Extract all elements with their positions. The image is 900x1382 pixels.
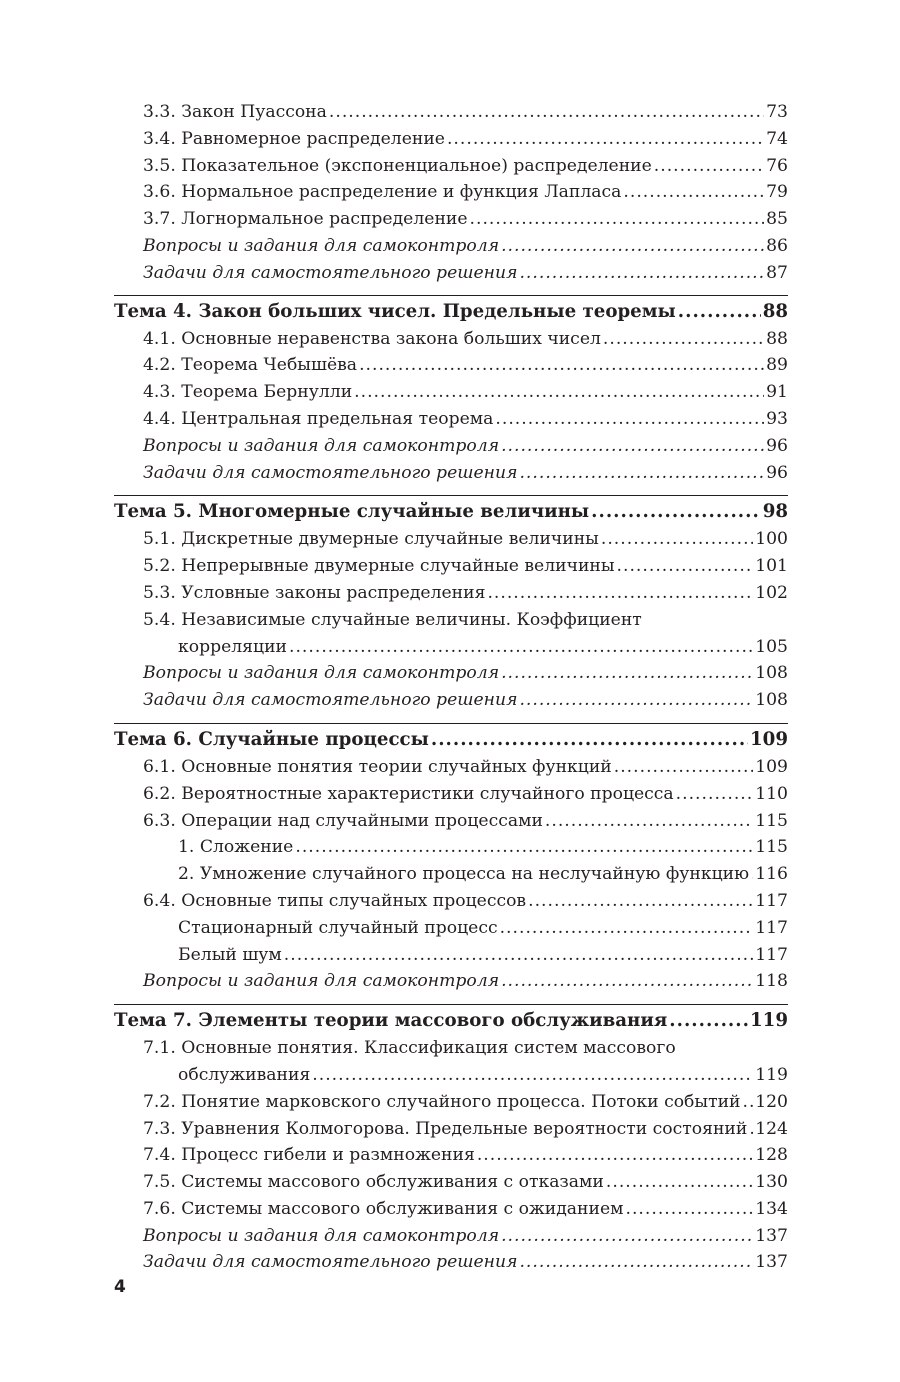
toc-entry-wrapped-first-line[interactable]: 5.4. Независимые случайные величины. Коэффициент <box>143 609 642 630</box>
toc-entry[interactable]: 5.2. Непрерывные двумерные случайные величины ..... 101 <box>114 553 788 580</box>
toc-entry[interactable]: 7.5. Системы массового обслуживания с отказами ..... 130 <box>114 1169 788 1196</box>
toc-entry-self-check[interactable]: Вопросы и задания для самоконтроля ..... 108 <box>114 660 788 687</box>
toc-entry[interactable]: 4.3. Теорема Бернулли ..... 91 <box>114 379 788 406</box>
toc-entry[interactable]: 3.4. Равномерное распределение ..... 74 <box>114 126 788 153</box>
toc-entry-wrapped-continuation[interactable]: обслуживания ..... 119 <box>114 1062 788 1089</box>
toc-entry-wrapped-first-line[interactable]: 7.1. Основные понятия. Классификация систем массового <box>143 1038 676 1059</box>
toc-entry[interactable]: 7.2. Понятие марковского случайного процесса. Потоки событий ..... 120 <box>114 1089 788 1116</box>
toc-topic-heading[interactable]: Тема 7. Элементы теории массового обслуживания ..... 119 <box>114 1004 788 1035</box>
toc-entry[interactable]: 3.7. Логнормальное распределение ..... 85 <box>114 206 788 233</box>
toc-entry-self-check[interactable]: Вопросы и задания для самоконтроля ..... 118 <box>114 968 788 995</box>
toc-subentry[interactable]: Белый шум ..... 117 <box>114 942 788 969</box>
toc-entry[interactable]: 7.4. Процесс гибели и размножения ..... 128 <box>114 1142 788 1169</box>
toc-entry[interactable]: 3.6. Нормальное распределение и функция Лапласа ..... 79 <box>114 179 788 206</box>
toc-entry[interactable]: 7.6. Системы массового обслуживания с ожиданием ..... 134 <box>114 1196 788 1223</box>
toc-subentry[interactable]: 2. Умножение случайного процесса на неслучайную функцию ..... 116 <box>114 861 788 888</box>
toc-topic-heading[interactable]: Тема 4. Закон больших чисел. Предельные теоремы ..... 88 <box>114 295 788 326</box>
toc-entry[interactable]: 6.2. Вероятностные характеристики случайного процесса ..... 110 <box>114 781 788 808</box>
toc-entry-wrapped-continuation[interactable]: корреляции ..... 105 <box>114 634 788 661</box>
toc-entry-self-check[interactable]: Вопросы и задания для самоконтроля ..... 86 <box>114 233 788 260</box>
toc-entry[interactable]: 5.1. Дискретные двумерные случайные величины ..... 100 <box>114 526 788 553</box>
toc-entry[interactable]: 3.5. Показательное (экспоненциальное) распределение ..... 76 <box>114 153 788 180</box>
table-of-contents <box>114 99 788 1276</box>
toc-entry[interactable]: 6.1. Основные понятия теории случайных функций ..... 109 <box>114 754 788 781</box>
toc-entry[interactable]: 5.3. Условные законы распределения ..... 102 <box>114 580 788 607</box>
toc-entry[interactable]: 4.4. Центральная предельная теорема ..... 93 <box>114 406 788 433</box>
toc-entry[interactable]: 3.3. Закон Пуассона ..... 73 <box>114 99 788 126</box>
toc-topic-heading[interactable]: Тема 5. Многомерные случайные величины ..... 98 <box>114 495 788 526</box>
toc-subentry[interactable]: 1. Сложение ..... 115 <box>114 834 788 861</box>
toc-entry[interactable]: 7.3. Уравнения Колмогорова. Предельные вероятности состояний ..... 124 <box>114 1116 788 1143</box>
toc-entry[interactable]: 4.2. Теорема Чебышёва ..... 89 <box>114 352 788 379</box>
toc-subentry[interactable]: Стационарный случайный процесс ..... 117 <box>114 915 788 942</box>
toc-entry-exercises[interactable]: Задачи для самостоятельного решения ..... 87 <box>114 260 788 287</box>
toc-entry[interactable]: 6.3. Операции над случайными процессами ..... 115 <box>114 808 788 835</box>
toc-entry[interactable]: 6.4. Основные типы случайных процессов ..... 117 <box>114 888 788 915</box>
toc-entry-exercises[interactable]: Задачи для самостоятельного решения ..... 137 <box>114 1249 788 1276</box>
toc-entry-self-check[interactable]: Вопросы и задания для самоконтроля ..... 96 <box>114 433 788 460</box>
page-number: 4 <box>114 1277 126 1297</box>
toc-entry[interactable]: 4.1. Основные неравенства закона больших чисел ..... 88 <box>114 326 788 353</box>
toc-entry-exercises[interactable]: Задачи для самостоятельного решения ..... 96 <box>114 460 788 487</box>
toc-entry-exercises[interactable]: Задачи для самостоятельного решения ..... 108 <box>114 687 788 714</box>
toc-entry-self-check[interactable]: Вопросы и задания для самоконтроля ..... 137 <box>114 1223 788 1250</box>
toc-topic-heading[interactable]: Тема 6. Случайные процессы ..... 109 <box>114 723 788 754</box>
